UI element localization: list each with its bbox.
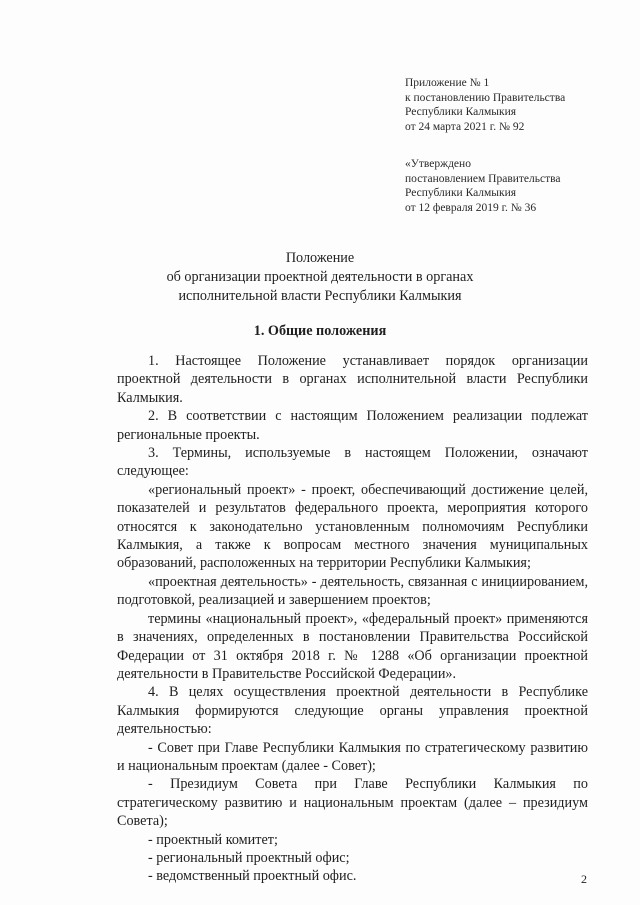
approved-line: от 12 февраля 2019 г. № 36 [405, 201, 537, 214]
attachment-line: к постановлению Правительства [405, 91, 566, 104]
title-line: об организации проектной деятельности в органах [166, 269, 474, 285]
paragraph: 1. Настоящее Положение устанавливает порядок организации проектной деятельности в органах исполнительной власти Республики Калмыкия. [117, 353, 588, 406]
page-number: 2 [581, 872, 587, 886]
attachment-line: от 24 марта 2021 г. № 92 [405, 120, 525, 133]
paragraph: «региональный проект» - проект, обеспечивающий достижение целей, показателей и результатов федерального проекта, мероприятия которого относятся к законодательно установленным полномочиям Республики Калмыкия, а также к вопросам местного значения муниципальных образований, расположенных на территории Республики Калмыкия; [117, 481, 588, 572]
document-body [117, 352, 588, 886]
document-title [0, 249, 640, 306]
attachment-line: Приложение № 1 [405, 77, 490, 89]
title-line: Положение [285, 250, 355, 266]
paragraph: термины «национальный проект», «федеральный проект» применяются в значениях, определенных в постановлении Правительства Российской Федерации от 31 октября 2018 г. № 1288 «Об организации проектной деятельности в Правительстве Российской Федерации». [117, 610, 588, 682]
list-item: - Президиум Совета при Главе Республики Калмыкия по стратегическому развитию и национальным проектам (далее – президиум Совета); [117, 776, 588, 830]
attachment-header [405, 76, 565, 134]
section-heading: 1. Общие положения [253, 323, 387, 339]
list-item: - проектный комитет; [148, 831, 278, 848]
paragraph: «проектная деятельность» - деятельность, связанная с инициированием, подготовкой, реализацией и завершением проектов; [117, 573, 588, 609]
approved-line: Республики Калмыкия [405, 187, 517, 199]
approved-header [405, 157, 561, 215]
paragraph: 2. В соответствии с настоящим Положением реализации подлежат региональные проекты. [117, 408, 588, 443]
paragraph: 4. В целях осуществления проектной деятельности в Республике Калмыкия формируются следующие органы управления проектной деятельностью: [117, 684, 588, 738]
approved-line: «Утверждено [405, 158, 471, 170]
approved-line: постановлением Правительства [405, 172, 561, 185]
title-line: исполнительной власти Республики Калмыкия [178, 288, 462, 304]
list-item: - региональный проектный офис; [148, 849, 350, 866]
list-item: - ведомственный проектный офис. [148, 868, 357, 885]
attachment-line: Республики Калмыкия [405, 106, 517, 118]
paragraph: 3. Термины, используемые в настоящем Положении, означают следующее: [117, 445, 588, 480]
list-item: - Совет при Главе Республики Калмыкия по стратегическому развитию и национальным проектам (далее - Совет); [117, 739, 588, 774]
